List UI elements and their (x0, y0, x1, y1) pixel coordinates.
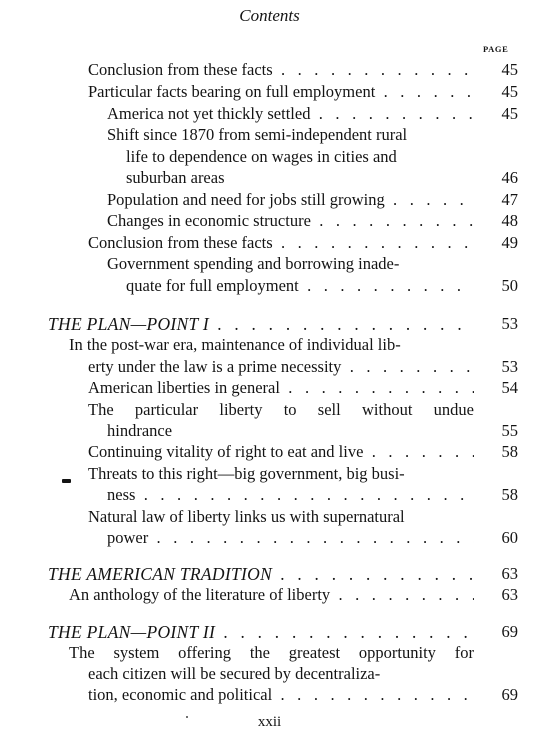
toc-entry[interactable] (0, 59, 539, 81)
toc-page-number: 45 (501, 60, 518, 79)
toc-entry-text: Changes in economic structure . . . (107, 210, 474, 232)
contents-title: Contents (239, 6, 300, 25)
toc-entry[interactable] (0, 527, 539, 549)
toc-entry-text: Government spending and borrowing inade- (107, 254, 400, 273)
toc-page-number: 54 (501, 378, 518, 397)
toc-entry-text: Conclusion from these facts . . . (88, 59, 474, 81)
toc-entry[interactable] (0, 484, 539, 506)
toc-entry-text: Shift since 1870 from semi-independent rural (107, 125, 408, 144)
toc-entry-text: Population and need for jobs still growing . . . (107, 189, 474, 211)
toc-entry[interactable] (0, 684, 539, 706)
toc-section-title: THE PLAN—POINT I . . . (48, 313, 474, 335)
toc-entry-text: power . . . (107, 527, 474, 549)
toc-page-number: 69 (501, 685, 518, 704)
toc-entry[interactable] (0, 124, 539, 146)
toc-page-number: 63 (501, 564, 518, 583)
toc-page-number: 46 (501, 168, 518, 187)
toc-page-number: 48 (501, 211, 518, 230)
toc-entry-text: life to dependence on wages in cities and (126, 147, 397, 166)
toc-entry-text: American liberties in general . . . (88, 377, 474, 399)
toc-entry-text: America not yet thickly settled . . . (107, 103, 474, 125)
toc-entry-text: suburban areas (126, 168, 225, 187)
toc-entry[interactable] (0, 399, 539, 421)
toc-entry[interactable] (0, 103, 539, 125)
toc-page-number: 45 (501, 104, 518, 123)
toc-entry-text: An anthology of the literature of liberty . . . (69, 584, 474, 606)
toc-entry[interactable] (0, 167, 539, 189)
toc-entry-text: hindrance (107, 421, 173, 440)
toc-page-number: 60 (501, 528, 518, 547)
toc-entry-text: The system offering the greatest opportunity for (69, 643, 474, 662)
toc-section-title: THE AMERICAN TRADITION . . . (48, 563, 474, 585)
toc-entry[interactable] (0, 642, 539, 664)
toc-section-title: THE PLAN—POINT II . . . (48, 621, 474, 643)
toc-entry-text: Natural law of liberty links us with supernatural (88, 507, 405, 526)
toc-page-number: 58 (501, 485, 518, 504)
toc-entry[interactable] (0, 441, 539, 463)
toc-entry[interactable] (0, 356, 539, 378)
toc-page-number: 69 (501, 622, 518, 641)
toc-entry[interactable] (0, 210, 539, 232)
toc-page-number: 63 (501, 585, 518, 604)
toc-page-number: 45 (501, 82, 518, 101)
toc-entry[interactable] (0, 377, 539, 399)
toc-entry-text: erty under the law is a prime necessity . . . (88, 356, 474, 378)
toc-entry[interactable] (0, 232, 539, 254)
page-folio: xxii (257, 714, 282, 730)
toc-entry-text: Particular facts bearing on full employment . . . (88, 81, 474, 103)
toc-entry[interactable] (0, 253, 539, 275)
toc-entry-text: each citizen will be secured by decentraliza- (88, 664, 381, 683)
toc-entry-text: Continuing vitality of right to eat and live . . . (88, 441, 474, 463)
toc-entry[interactable] (0, 420, 539, 442)
page-column-header: PAGE (483, 44, 509, 54)
toc-page-number: 53 (501, 314, 518, 333)
toc-entry[interactable] (0, 506, 539, 528)
toc-section-heading[interactable] (0, 563, 539, 585)
toc-page-number: 50 (501, 276, 518, 295)
toc-entry[interactable] (0, 146, 539, 168)
toc-section-heading[interactable] (0, 621, 539, 643)
toc-entry[interactable] (0, 275, 539, 297)
toc-page-number: 55 (501, 421, 518, 440)
toc-entry[interactable] (0, 81, 539, 103)
toc-entry-text: In the post-war era, maintenance of individual lib- (69, 335, 401, 354)
toc-entry[interactable] (0, 189, 539, 211)
toc-entry[interactable] (0, 584, 539, 606)
toc-entry[interactable] (0, 663, 539, 685)
toc-entry[interactable] (0, 463, 539, 485)
toc-page-number: 58 (501, 442, 518, 461)
toc-entry-text: Threats to this right—big government, big busi- (88, 464, 405, 483)
toc-section-heading[interactable] (0, 313, 539, 335)
toc-entry-text: Conclusion from these facts . . . (88, 232, 474, 254)
toc-entry-text: tion, economic and political . . . (88, 684, 474, 706)
toc-page-number: 53 (501, 357, 518, 376)
toc-page-number: 49 (501, 233, 518, 252)
toc-entry-text: The particular liberty to sell without undue (88, 400, 474, 419)
toc-entry-text: ness . . . (107, 484, 474, 506)
toc-entry[interactable] (0, 334, 539, 356)
toc-page-number: 47 (501, 190, 518, 209)
toc-entry-text: quate for full employment . . . (126, 275, 474, 297)
